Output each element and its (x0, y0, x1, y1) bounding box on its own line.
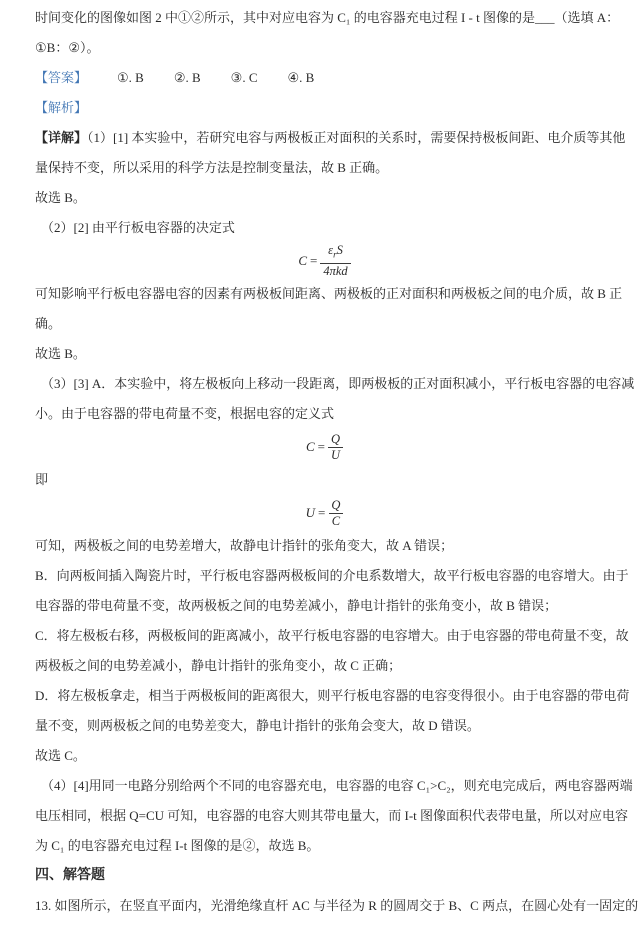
detail-part4-line-1: （4）[4]用同一电路分别给两个不同的电容器充电，电容器的电容 C₁>C₂，则充电完成后，两电容器两端 (41, 778, 633, 793)
analysis-row (35, 93, 614, 123)
detail-part4-line-3: 为 C₁ 的电容器充电过程 I-t 图像的是②，故选 B。 (35, 838, 320, 853)
formula-definition-lhs: C = (305, 439, 325, 454)
detail-part2-conclusion: 故选 B。 (35, 346, 86, 361)
detail-part3-line-10: 量不变，则两极板之间的电势差变大，静电计指针的张角会变大，故 D 错误。 (35, 718, 480, 733)
detail-part1-line-1 (35, 123, 626, 153)
analysis-label: 【解析】 (35, 100, 88, 115)
answer-item-4: ④. B (287, 70, 315, 85)
answer-item-2: ②. B (173, 70, 201, 85)
detail-part3-line-2: 小。由于电容器的带电荷量不变，根据电容的定义式 (35, 406, 335, 421)
detail-part3-line-1: （3）[3] A．本实验中，将左极板向上移动一段距离，即两极板的正对面积减小，平行板电容器的电容减 (41, 376, 635, 391)
question-line-2: ①B：②）。 (35, 40, 100, 55)
formula-decision-denominator: 4πkd (320, 263, 350, 279)
detail-part2-line-1: （2）[2] 由平行板电容器的决定式 (41, 220, 235, 235)
detail-part3-conclusion: 故选 C。 (35, 748, 86, 763)
formula-definition-denominator: U (328, 447, 343, 463)
formula-decision-lhs: C = (298, 253, 318, 268)
detail-part3-line-6: 电容器的带电荷量不变，故两极板之间的电势差减小，静电计指针的张角变小，故 B 错误； (35, 598, 558, 613)
detail-part1-text-1: （1）[1] 本实验中，若研究电容与两极板正对面积的关系时，需要保持极板间距、电介质等其他 (87, 130, 626, 145)
formula-voltage-numerator: Q (331, 497, 341, 512)
question-13-line-1: 13. 如图所示，在竖直平面内，光滑绝缘直杆 AC 与半径为 R 的圆周交于 B、C 两点，在圆心处有一固定的 (35, 898, 639, 913)
detail-part3-line-4: 可知，两极板之间的电势差增大，故静电计指针的张角变大，故 A 错误； (35, 538, 454, 553)
formula-voltage-lhs: U = (305, 505, 326, 520)
formula-decision-numerator: $\varepsilon_rS$ (328, 243, 343, 260)
detail-part2-line-2: 可知影响平行板电容器电容的因素有两极板间距离、两极板的正对面积和两极板之间的电介质，故 B 正 (35, 286, 623, 301)
detail-part3-line-8: 两极板之间的电势差减小，静电计指针的张角变小，故 C 正确； (35, 658, 402, 673)
answer-item-1: ①. B (117, 70, 144, 85)
detail-part3-line-9: D．将左极板拿走，相当于两极板间的距离很大，则平行板电容器的电容变得很小。由于电容器的带电荷 (35, 688, 630, 703)
detail-part1-conclusion: 故选 B。 (35, 190, 86, 205)
detail-part4-line-2: 电压相同，根据 Q=CU 可知，电容器的电容大则其带电量大，而 I-t 图像面积代表带电量，所以对应电容 (35, 808, 629, 823)
question-line-1: 时间变化的图像如图 2 中①②所示，其中对应电容为 C₁ 的电容器充电过程 I - t 图像的是___（选填 A： (35, 10, 620, 25)
formula-capacitor-decision (35, 243, 614, 279)
formula-capacitance-definition (35, 429, 614, 465)
detail-part3-line-3: 即 (35, 472, 49, 487)
detail-part3-line-5: B．向两板间插入陶瓷片时，平行板电容器两极板间的介电系数增大，故平行板电容器的电容增大。由于 (35, 568, 629, 583)
answer-label: 【答案】 (35, 70, 88, 85)
detail-part1-line-2: 量保持不变，所以采用的科学方法是控制变量法，故 B 正确。 (35, 160, 389, 175)
detail-label: 【详解】 (35, 130, 88, 145)
detail-part3-line-7: C．将左极板右移，两极板间的距离减小，故平行板电容器的电容增大。由于电容器的带电荷量不变，故 (35, 628, 629, 643)
formula-voltage-fraction (328, 498, 343, 529)
formula-definition-numerator: Q (330, 431, 341, 446)
answer-row (35, 63, 614, 93)
formula-voltage-denominator: C (329, 513, 343, 529)
formula-definition-fraction (328, 432, 343, 463)
detail-part2-line-3: 确。 (35, 316, 62, 331)
formula-voltage (35, 495, 614, 531)
section-heading: 四、解答题 (35, 868, 105, 883)
formula-decision-fraction (320, 243, 350, 279)
answer-item-3: ③. C (230, 70, 258, 85)
